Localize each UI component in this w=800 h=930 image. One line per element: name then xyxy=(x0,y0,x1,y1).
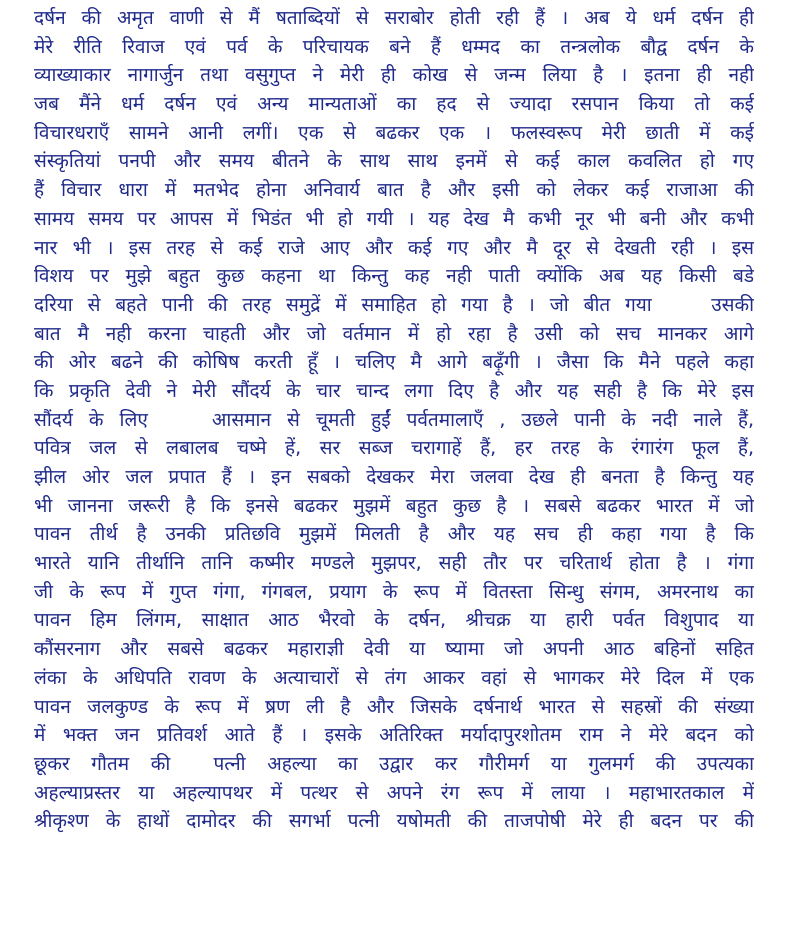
text-line: संस्कृतियां पनपी और समय बीतने के साथ साथ इनमें से कई काल कवलित हो गए xyxy=(34,150,754,173)
text-line: में भक्त जन प्रतिवर्श आते हैं । इसके अतिरिक्त मर्यादापुरशोतम राम ने मेरे बदन को xyxy=(34,724,754,747)
document-body xyxy=(34,4,754,836)
text-line: भारते यानि तीर्थानि तानि कष्मीर मण्डले मुझपर, सही तौर पर चरितार्थ होता है । गंगा xyxy=(34,552,754,575)
text-line: बात मै नही करना चाहती और जो वर्तमान में हो रहा है उसी को सच मानकर आगे xyxy=(34,322,754,345)
text-line: मेरे रीति रिवाज एवं पर्व के परिचायक बने हैं धम्मद का तन्त्रलोक बौद्व दर्षन के xyxy=(34,35,754,58)
text-line: विशय पर मुझे बहुत कुछ कहना था किन्तु कह नही पाती क्योंकि अब यह किसी बडे xyxy=(34,265,754,288)
text-line: जब मैंने धर्म दर्षन एवं अन्य मान्यताओं का हद से ज्यादा रसपान किया तो कई xyxy=(34,93,754,116)
text-line: दर्षन की अमृत वाणी से मैं षताब्दियों से सराबोर होती रही हैं । अब ये धर्म दर्षन ही xyxy=(34,7,754,29)
text-line: व्याख्याकार नागार्जुन तथा वसुगुप्त ने मेरी ही कोख से जन्म लिया है । इतना ही नही xyxy=(34,64,754,87)
text-line: हैं विचार धारा में मतभेद होना अनिवार्य बात है और इसी को लेकर कई राजाआ की xyxy=(34,179,754,202)
text-line: पवित्र जल से लबालब चष्मे हें, सर सब्ज चरागाहें हैं, हर तरह के रंगारंग फूल हैं, xyxy=(34,437,754,460)
text-line: लंका के अधिपति रावण के अत्याचारों से तंग आकर वहां से भागकर मेरे दिल में एक xyxy=(34,666,754,689)
text-line: पावन तीर्थ है उनकी प्रतिछवि मुझमें मिलती है और यह सच ही कहा गया है कि xyxy=(34,523,754,546)
text-line: पावन जलकुण्ड के रूप में ष्रण ली है और जिसके दर्षनार्थ भारत से सहस्रों की संख्या xyxy=(34,695,754,718)
text-line: कि प्रकृति देवी ने मेरी सौंदर्य के चार चान्द लगा दिए है और यह सही है कि मेरे इस xyxy=(34,379,754,402)
text-line: छूकर गौतम की पत्नी अहल्या का उद्वार कर गौरीमर्ग या गुलमर्ग की उपत्यका xyxy=(34,752,754,775)
text-line: की ओर बढने की कोषिष करती हूँ । चलिए मै आगे बढ़ूँगी । जैसा कि मैने पहले कहा xyxy=(34,351,754,374)
text-line: भी जानना जरूरी है कि इनसे बढकर मुझमें बहुत कुछ है । सबसे बढकर भारत में जो xyxy=(34,494,754,517)
text-line: जी के रूप में गुप्त गंगा, गंगबल, प्रयाग के रूप में वितस्ता सिन्धु संगम, अमरनाथ का xyxy=(34,580,754,603)
text-line: कौंसरनाग और सबसे बढकर महाराज्ञी देवी या ष्यामा जो अपनी आठ बहिनों सहित xyxy=(34,638,754,661)
text-line: सौंदर्य के लिए आसमान से चूमती हुईं पर्वतमालाएँ , उछले पानी के नदी नाले हैं, xyxy=(34,408,754,431)
text-line: सामय समय पर आपस में भिडंत भी हो गयी । यह देख मै कभी नूर भी बनी और कभी xyxy=(34,207,754,230)
text-line: विचारधराएँ सामने आनी लगीं। एक से बढकर एक । फलस्वरूप मेरी छाती में कई xyxy=(34,121,754,144)
text-line: नार भी । इस तरह से कई राजे आए और कई गए और मै दूर से देखती रही । इस xyxy=(34,236,754,259)
text-line: श्रीकृश्ण के हाथों दामोदर की सगर्भा पत्नी यषोमती की ताजपोषी मेरे ही बदन पर की xyxy=(34,810,754,833)
text-line: अहल्याप्रस्तर या अहल्यापथर में पत्थर से अपने रंग रूप में लाया । महाभारतकाल में xyxy=(34,781,754,804)
text-line: पावन हिम लिंगम, साक्षात आठ भैरवो के दर्षन, श्रीचक्र या हारी पर्वत विशुपाद या xyxy=(34,609,754,632)
text-line: झील ओर जल प्रपात हैं । इन सबको देखकर मेरा जलवा देख ही बनता है किन्तु यह xyxy=(34,466,754,488)
text-line: दरिया से बहते पानी की तरह समुद्रें में समाहित हो गया है । जो बीत गया उसकी xyxy=(34,293,754,316)
